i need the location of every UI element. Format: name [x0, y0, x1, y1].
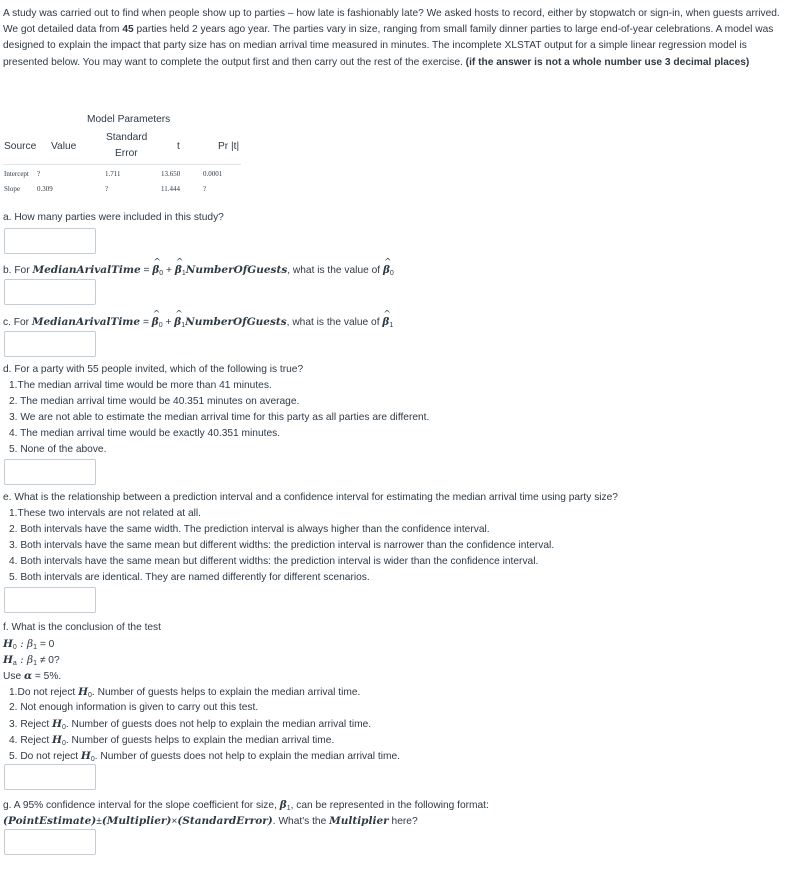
option-d-5: 5. None of the above. — [9, 444, 107, 455]
model-parameters-table — [3, 112, 253, 196]
option-e-1: 1.These two intervals are not related at all. — [9, 508, 201, 519]
alt-hypothesis: $H_a$ : $\beta_1 \ne 0$? — [3, 654, 60, 667]
option-e-2: 2. Both intervals have the same width. The prediction interval is always higher than the confidence interval. — [9, 524, 490, 535]
col-header-t: t — [177, 141, 180, 152]
table-group-header: Model Parameters — [87, 114, 171, 125]
question-d: d. For a party with 55 people invited, which of the following is true? — [3, 364, 304, 375]
answer-d-input[interactable] — [4, 459, 96, 485]
row1-t: 13.650 — [161, 170, 181, 178]
option-f-3: 3. Reject $H_0$. Number of guests does not help to explain the median arrival time. — [9, 718, 372, 731]
row1-value: ? — [37, 170, 41, 178]
answer-e-input[interactable] — [4, 587, 96, 613]
row1-source: Intercept — [4, 170, 29, 178]
intro-paragraph: A study was carried out to find when people show up to parties – how late is fashionably late? We asked hosts to record, either by stopwatch or sign-in, when guests arrived. We got detailed data from 45 parties held 2 years ago year. The parties vary in size, ranging from small family dinner parties to large end-of-year celebrations. A model was designed to explain the impact that party size has on median arrival time measured in minutes. The incomplete XLSTAT output for a simple linear regression model is presented below. You may want to complete the output first and then carry out the rest of the exercise. (if the answer is not a whole number use 3 decimal places) — [3, 8, 780, 68]
option-e-4: 4. Both intervals have the same mean but different widths: the prediction interval is wider than the confidence interval. — [9, 556, 539, 567]
answer-b-input[interactable] — [4, 279, 96, 305]
question-g-line2: (PointEstimate)±(Multiplier)×(StandardError). What's the Multiplier here? — [3, 815, 418, 827]
significance-level: Use α = 5%. — [3, 670, 62, 682]
option-f-5: 5. Do not reject $H_0$. Number of guests does not help to explain the median arrival time. — [9, 750, 400, 763]
question-e: e. What is the relationship between a prediction interval and a confidence interval for estimating the median arrival time using party size? — [3, 492, 618, 503]
row2-se: ? — [105, 185, 109, 193]
row2-t: 11.444 — [161, 185, 180, 193]
col-header-p: Pr |t| — [218, 141, 240, 152]
option-d-1: 1.The median arrival time would be more than 41 minutes. — [9, 380, 272, 391]
answer-g-input[interactable] — [4, 829, 96, 855]
table-rule — [3, 164, 241, 165]
question-a: a. How many parties were included in this study? — [3, 212, 224, 223]
null-hypothesis: $H_0$ : $\beta_1 = 0$ — [3, 638, 55, 651]
row2-source: Slope — [4, 185, 20, 193]
answer-c-input[interactable] — [4, 331, 96, 357]
option-f-4: 4. Reject $H_0$. Number of guests helps to explain the median arrival time. — [9, 734, 335, 747]
question-b: b. For MedianArivalTime = ^ $\beta_0$ + ^ $\beta_1NumberOfGuests$, what is the value of ^ $\beta_0$ — [3, 262, 394, 279]
col-header-value: Value — [51, 141, 77, 152]
option-e-3: 3. Both intervals have the same mean but different widths: the prediction interval is narrower than the confidence interval. — [9, 540, 555, 551]
option-d-4: 4. The median arrival time would be exactly 40.351 minutes. — [9, 428, 281, 439]
option-f-1: 1.Do not reject $H_0$. Number of guests helps to explain the median arrival time. — [9, 686, 361, 699]
row2-p: ? — [203, 185, 207, 193]
option-d-2: 2. The median arrival time would be 40.351 minutes on average. — [9, 396, 300, 407]
question-g-line1: g. A 95% confidence interval for the slope coefficient for size, $\beta_1$, can be represented in the following format: — [3, 799, 489, 812]
answer-f-input[interactable] — [4, 764, 96, 790]
row2-value: 0.309 — [37, 185, 53, 193]
col-header-se-2: Error — [115, 148, 138, 159]
option-e-5: 5. Both intervals are identical. They are named differently for different scenarios. — [9, 572, 370, 583]
question-c: c. For MedianArivalTime = ^ $\beta_0$ + ^ $\beta_1NumberOfGuests$, what is the value of ^ $\beta_1$ — [3, 314, 393, 331]
row1-se: 1.711 — [105, 170, 121, 178]
col-header-se-1: Standard — [106, 132, 148, 143]
question-f: f. What is the conclusion of the test — [3, 622, 161, 633]
answer-a-input[interactable] — [4, 228, 96, 254]
option-d-3: 3. We are not able to estimate the median arrival time for this party as all parties are different. — [9, 412, 430, 423]
option-f-2: 2. Not enough information is given to carry out this test. — [9, 702, 259, 713]
row1-p: 0.0001 — [203, 170, 223, 178]
col-header-source: Source — [4, 141, 37, 152]
